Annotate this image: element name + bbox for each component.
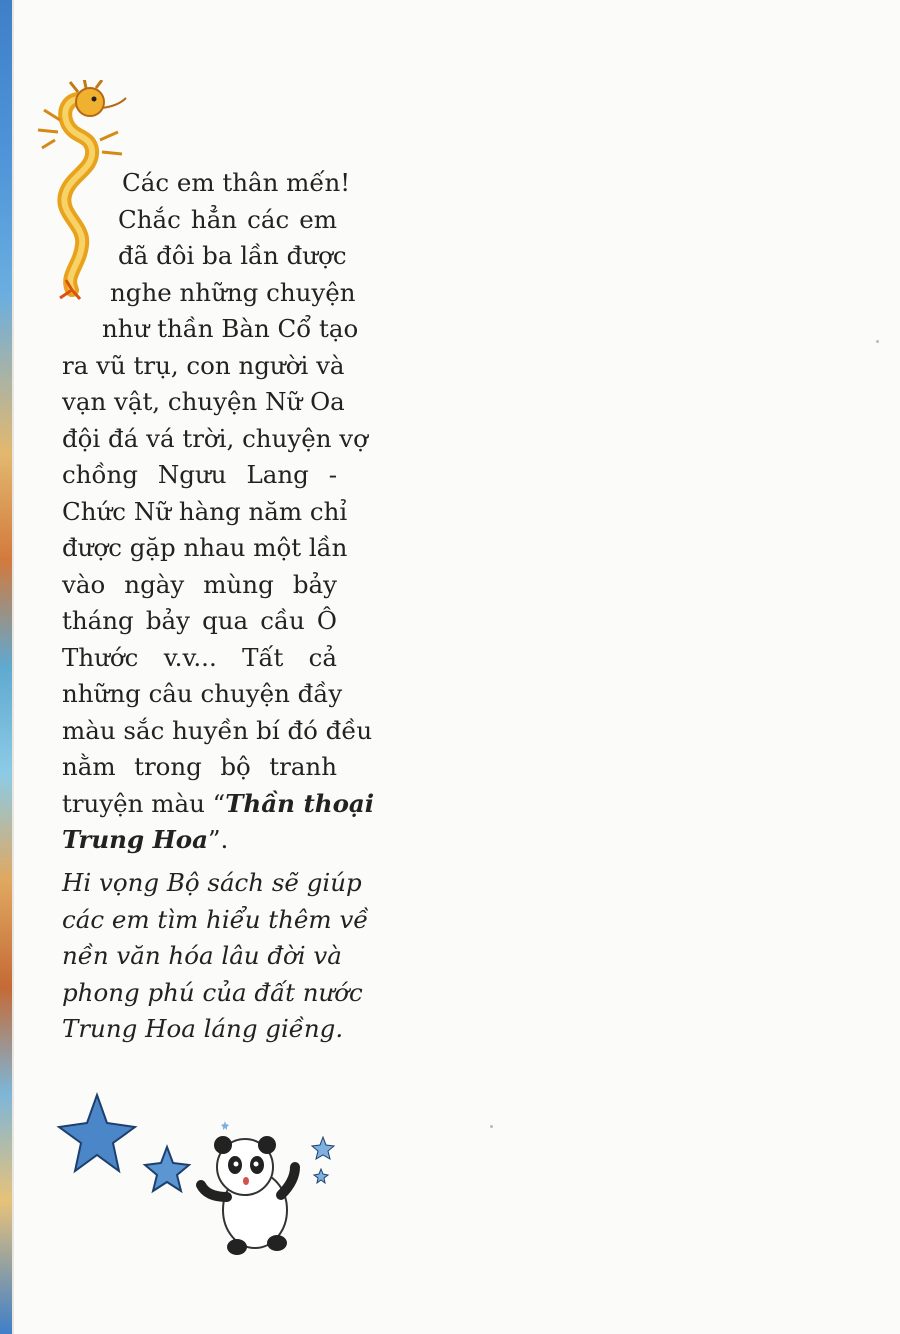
text-line: ra vũ trụ, con người và <box>62 350 345 380</box>
series-title: Thần thoại <box>225 788 375 818</box>
intro-paragraph <box>62 165 375 859</box>
text-line: tháng bảy qua cầu Ô <box>62 606 337 635</box>
text-line: vạn vật, chuyện Nữ Oa <box>62 387 345 416</box>
text-line: Trung Hoa láng giềng. <box>62 1014 344 1043</box>
cover-spine-edge <box>0 0 12 1334</box>
text-line: nằm trong bộ tranh <box>62 752 337 781</box>
text-line: như thần Bàn Cổ tạo <box>102 314 359 343</box>
text-line: chồng Ngưu Lang - <box>62 460 337 489</box>
text-line: những câu chuyện đầy <box>62 679 343 708</box>
page-fold <box>12 0 14 1334</box>
paper-speck <box>876 340 879 343</box>
text-line: màu sắc huyền bí đó đều <box>62 715 373 745</box>
text-line: nghe những chuyện <box>110 277 356 307</box>
text-line: các em tìm hiểu thêm về <box>62 904 369 934</box>
text-fragment: ”. <box>208 825 229 854</box>
text-line: Thước v.v... Tất cả <box>62 642 337 672</box>
text-line: phong phú của đất nước <box>62 977 363 1007</box>
text-line: đội đá vá trời, chuyện vợ <box>62 423 368 453</box>
text-line: vào ngày mùng bảy <box>62 569 337 599</box>
text-fragment: truyện màu “ <box>62 788 226 818</box>
text-line <box>62 822 337 859</box>
closing-paragraph <box>62 865 369 1048</box>
text-line: được gặp nhau một lần <box>62 533 348 562</box>
text-line: đã đôi ba lần được <box>118 241 347 270</box>
text-line: Chắc hẳn các em <box>118 204 337 234</box>
panda-icon <box>201 1136 295 1255</box>
series-title-continued: Trung Hoa <box>62 825 209 854</box>
text-line <box>62 786 375 823</box>
paper-speck <box>490 1125 493 1128</box>
text-line: Hi vọng Bộ sách sẽ giúp <box>62 868 362 897</box>
panda-stars-illustration <box>55 1085 355 1265</box>
text-line: Chức Nữ hàng năm chỉ <box>62 496 348 526</box>
blue-star-icon <box>59 1095 135 1171</box>
blue-star-icon <box>145 1147 189 1191</box>
text-line: nền văn hóa lâu đời và <box>62 941 342 970</box>
text-line: Các em thân mến! <box>122 168 351 197</box>
